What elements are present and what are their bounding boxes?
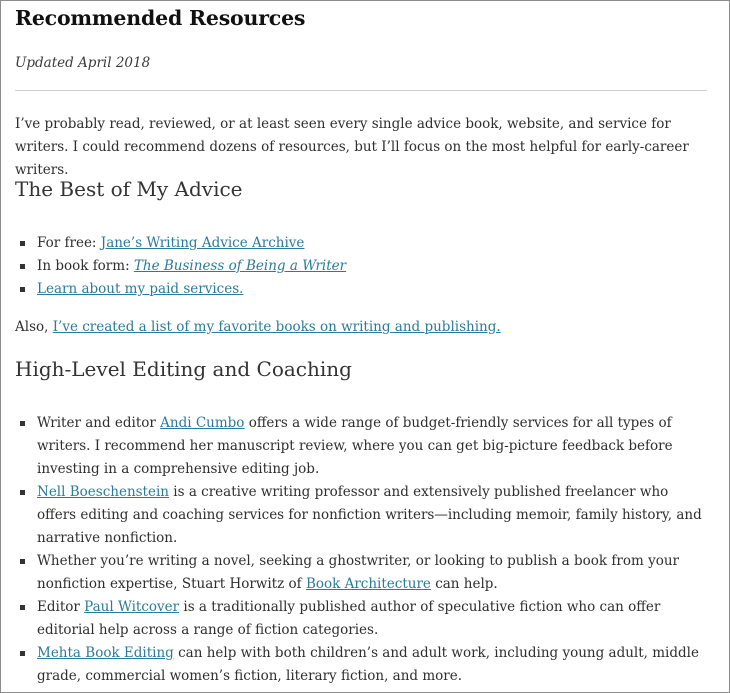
book-architecture-link[interactable]: Book Architecture xyxy=(305,576,431,592)
list-item-text: offers a wide range of budget-friendly services for all types of writers. I recommend her manuscript review, where you can get big-picture feedback before investing in a comprehensive editing job. xyxy=(37,415,673,477)
mehta-book-editing-link[interactable]: Mehta Book Editing xyxy=(37,645,174,661)
list-item-text: Editor xyxy=(37,599,85,615)
page-title: Recommended Resources xyxy=(15,6,306,30)
list-item xyxy=(15,596,705,642)
divider xyxy=(15,90,707,91)
list-item-text: can help with both children’s and adult work, including young adult, middle grade, commercial women’s fiction, literary fiction, and more. xyxy=(37,645,699,684)
list-item xyxy=(15,255,705,278)
list-item xyxy=(15,642,705,688)
list-item xyxy=(15,278,705,301)
list-item xyxy=(15,232,705,255)
andi-cumbo-link[interactable]: Andi Cumbo xyxy=(160,415,245,431)
list-item-text: can help. xyxy=(430,576,498,592)
paid-services-link[interactable]: Learn about my paid services. xyxy=(37,281,244,297)
section-heading-editing-coaching: High-Level Editing and Coaching xyxy=(15,357,352,381)
list-item-text: is a traditionally published author of speculative fiction who can offer editorial help across a range of fiction categories. xyxy=(37,599,661,638)
best-advice-list xyxy=(15,232,705,301)
nell-boeschenstein-link[interactable]: Nell Boeschenstein xyxy=(37,484,169,500)
list-item-prefix: For free: xyxy=(37,235,101,251)
updated-date: Updated April 2018 xyxy=(15,55,151,71)
business-of-being-a-writer-link[interactable]: The Business of Being a Writer xyxy=(133,258,347,274)
list-item xyxy=(15,481,705,550)
also-prefix: Also, xyxy=(15,319,53,335)
list-item-text: Whether you’re writing a novel, seeking a ghostwriter, or looking to publish a book from your nonfiction expertise, Stuart Horwitz of xyxy=(37,553,679,592)
paul-witcover-link[interactable]: Paul Witcover xyxy=(84,599,180,615)
editing-coaching-list xyxy=(15,412,705,688)
also-paragraph xyxy=(15,316,501,339)
list-item-text: Writer and editor xyxy=(37,415,161,431)
list-item xyxy=(15,412,705,481)
intro-paragraph: I’ve probably read, reviewed, or at least seen every single advice book, website, and service for writers. I could recommend dozens of resources, but I’ll focus on the most helpful for early-career writers. xyxy=(15,116,689,178)
list-item-prefix: In book form: xyxy=(37,258,134,274)
list-item xyxy=(15,550,705,596)
writing-advice-archive-link[interactable]: Jane’s Writing Advice Archive xyxy=(100,235,305,251)
list-item-text: is a creative writing professor and extensively published freelancer who offers editing and coaching services for nonfiction writers—including memoir, family history, and narrative nonfiction. xyxy=(37,484,702,546)
section-heading-best-advice: The Best of My Advice xyxy=(15,177,243,201)
favorite-books-link[interactable]: I’ve created a list of my favorite books on writing and publishing. xyxy=(52,319,501,335)
